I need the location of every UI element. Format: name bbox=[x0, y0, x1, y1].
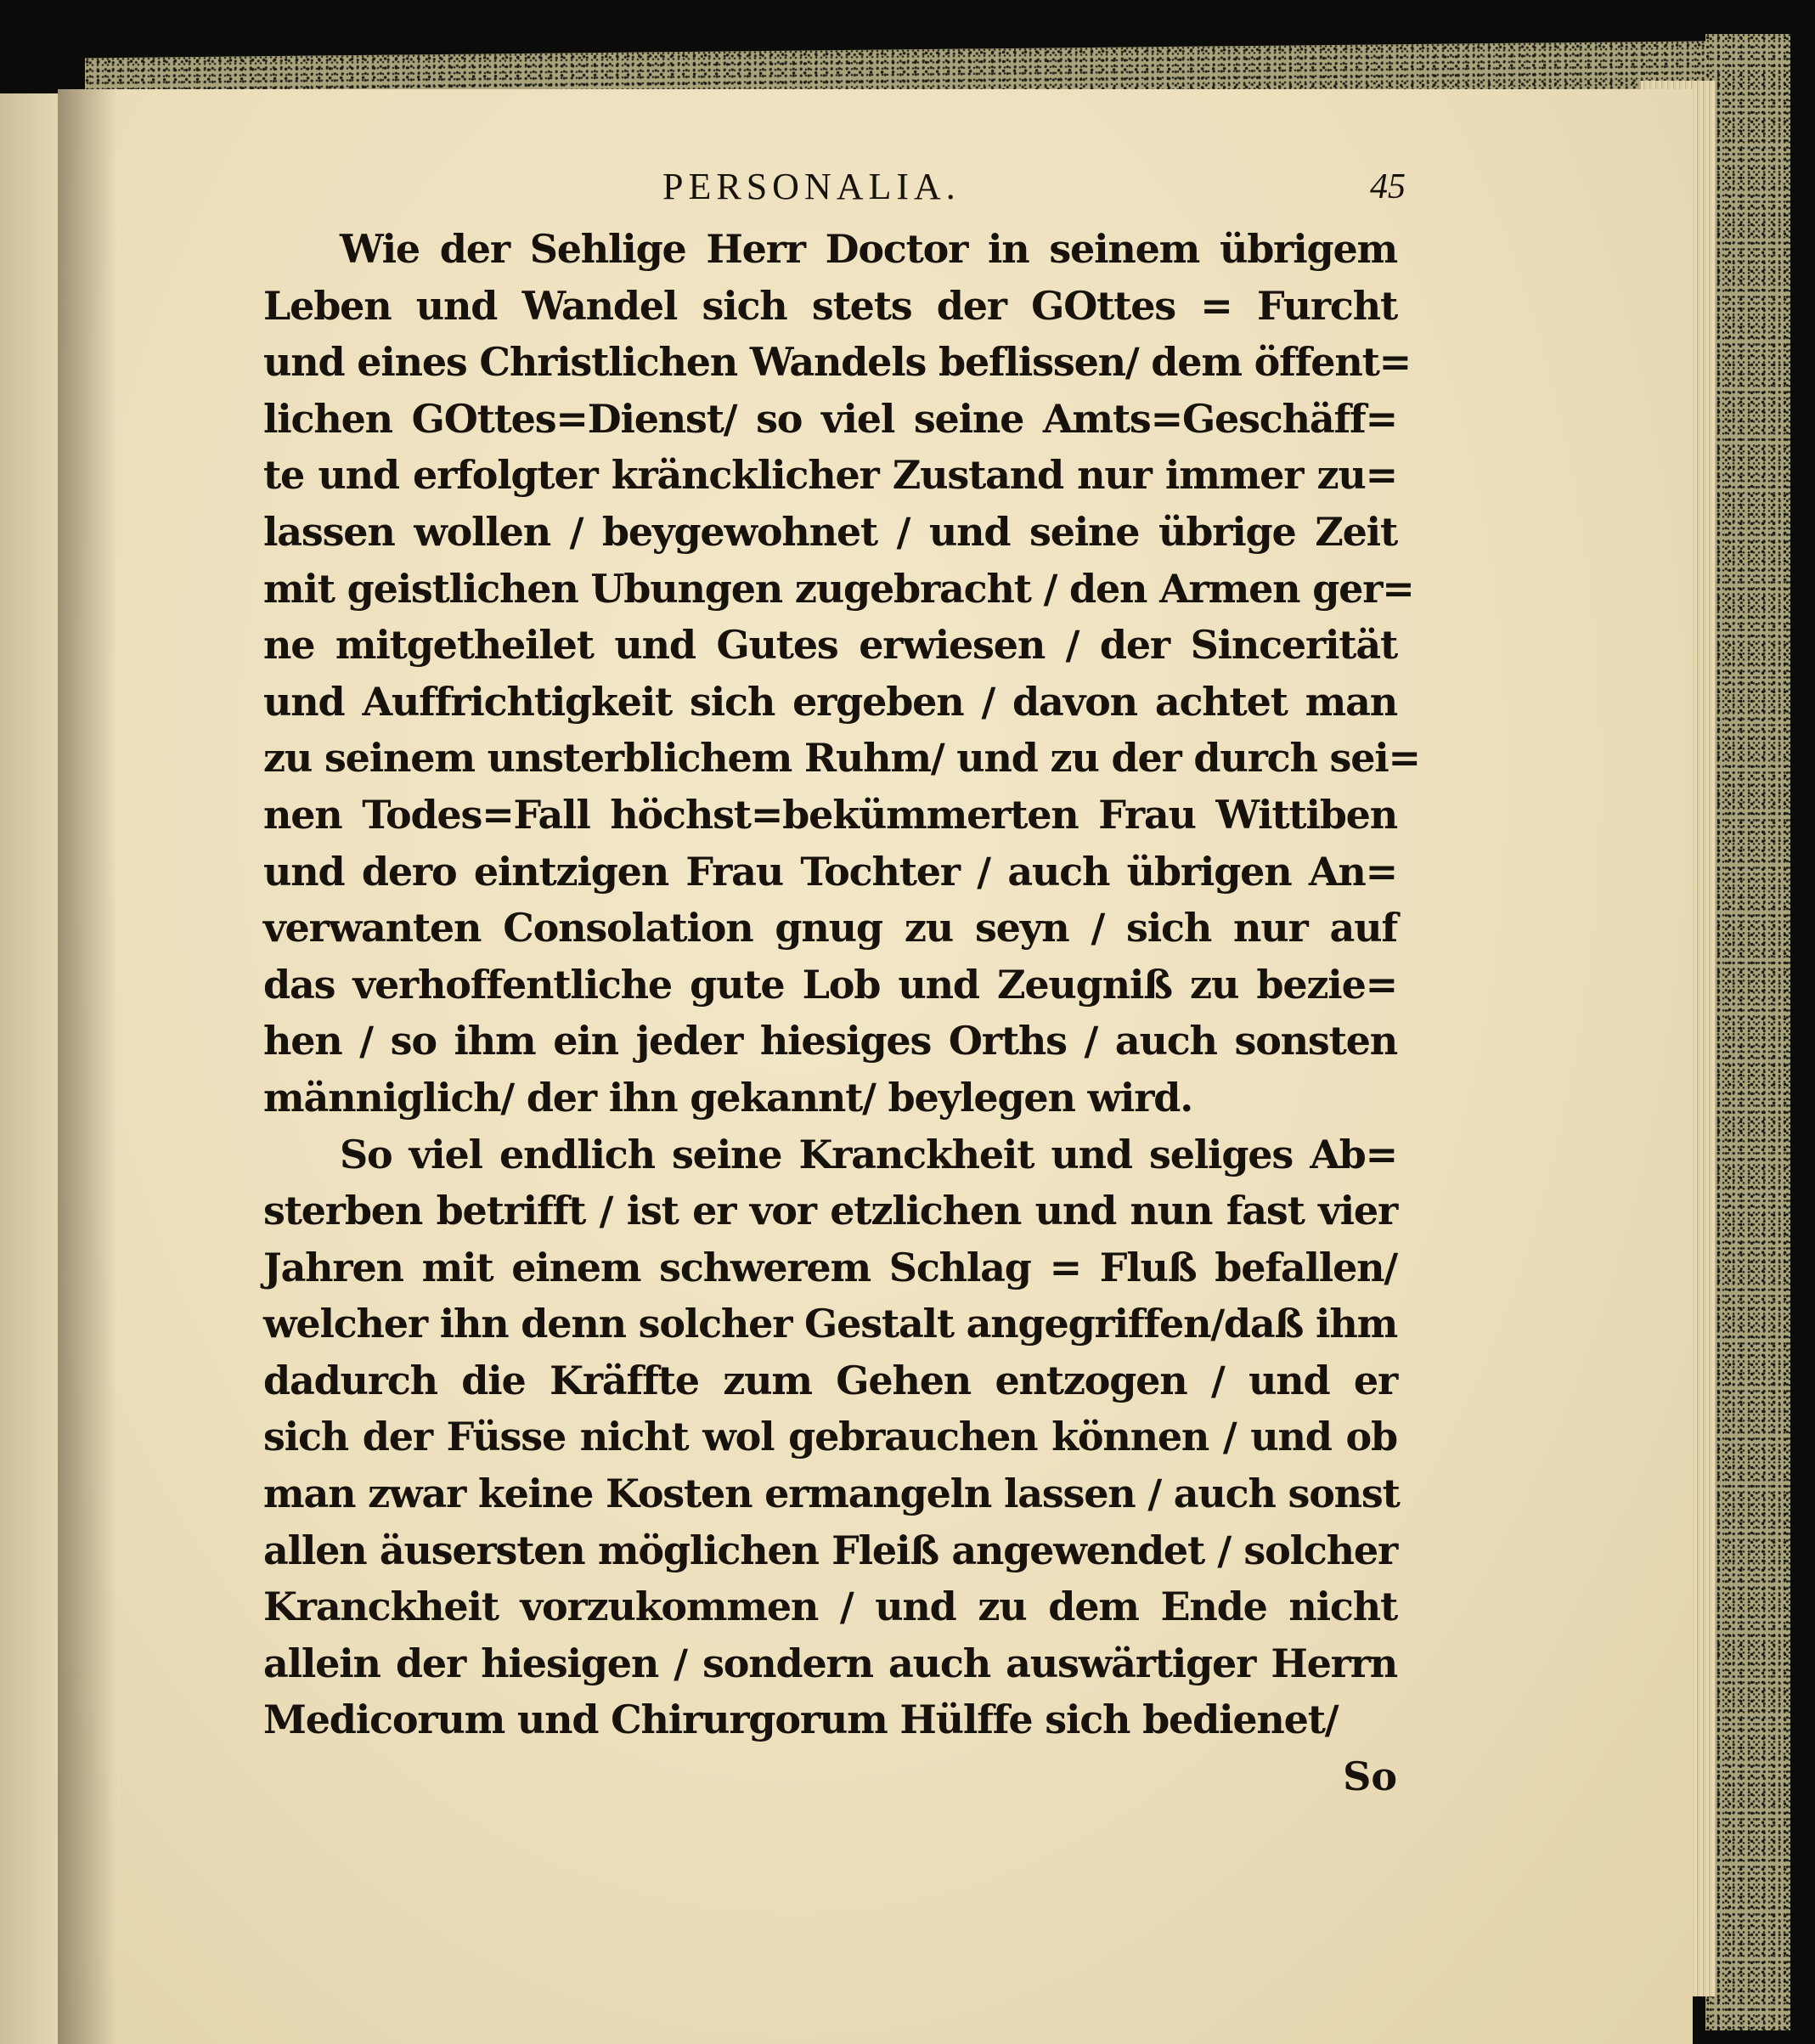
page-number: 45 bbox=[1370, 167, 1406, 206]
text-line: hen / so ihm ein jeder hiesiges Orths / auch sonsten bbox=[263, 1018, 1397, 1064]
paragraph-1 bbox=[263, 221, 1420, 1126]
text-line: ne mitgetheilet und Gutes erwiesen / der Sincerität bbox=[263, 622, 1397, 669]
text-line: und eines Christlichen Wandels beflissen/ dem öffent= bbox=[263, 339, 1411, 386]
text-line: männiglich/ der ihn gekannt/ beylegen wird. bbox=[263, 1074, 1193, 1121]
text-line: nen Todes=Fall höchst=bekümmerten Frau Wittiben bbox=[263, 791, 1397, 838]
verso-page-edge bbox=[0, 93, 60, 2044]
text-line: Wie der Sehlige Herr Doctor in seinem übrigem bbox=[340, 226, 1397, 272]
paragraph-2 bbox=[263, 1126, 1400, 1749]
gutter-shadow bbox=[58, 89, 117, 2044]
text-line: Jahren mit einem schwerem Schlag = Fluß befallen/ bbox=[263, 1244, 1397, 1290]
text-line: verwanten Consolation gnug zu seyn / sich nur auf bbox=[263, 905, 1397, 951]
text-line: sich der Füsse nicht wol gebrauchen können / und ob bbox=[263, 1414, 1397, 1460]
text-line: lassen wollen / beygewohnet / und seine übrige Zeit bbox=[263, 508, 1397, 555]
text-block bbox=[263, 161, 1420, 1805]
marbled-cover-board-right bbox=[1705, 34, 1790, 2030]
catchword: So bbox=[1343, 1753, 1397, 1800]
text-line: und Auffrichtigkeit sich ergeben / davon achtet man bbox=[263, 678, 1397, 725]
running-title: PERSONALIA. bbox=[662, 166, 961, 207]
text-line: te und erfolgter kräncklicher Zustand nur immer zu= bbox=[263, 452, 1397, 499]
text-line: allein der hiesigen / sondern auch auswärtiger Herrn bbox=[263, 1640, 1397, 1686]
text-line: lichen GOttes=Dienst/ so viel seine Amts=Geschäff= bbox=[263, 395, 1397, 442]
running-head bbox=[263, 161, 1406, 221]
text-line: das verhoffentliche gute Lob und Zeugniß zu bezie= bbox=[263, 961, 1397, 1008]
text-line: Leben und Wandel sich stets der GOttes = Furcht bbox=[263, 282, 1397, 329]
text-line: zu seinem unsterblichem Ruhm/ und zu der durch sei= bbox=[263, 735, 1420, 782]
text-line: dadurch die Kräffte zum Gehen entzogen / und er bbox=[263, 1357, 1397, 1403]
text-line: und dero eintzigen Frau Tochter / auch übrigen An= bbox=[263, 848, 1397, 895]
text-line: welcher ihn denn solcher Gestalt angegriffen/daß ihm bbox=[263, 1301, 1398, 1347]
text-line: So viel endlich seine Kranckheit und seliges Ab= bbox=[340, 1131, 1397, 1177]
text-line: sterben betrifft / ist er vor etzlichen und nun fast vier bbox=[263, 1188, 1397, 1234]
text-line: mit geistlichen Ubungen zugebracht / den Armen ger= bbox=[263, 565, 1414, 612]
text-line: Medicorum und Chirurgorum Hülffe sich bedienet/ bbox=[263, 1697, 1339, 1743]
text-line: Kranckheit vorzukommen / und zu dem Ende nicht bbox=[263, 1584, 1397, 1630]
text-line: allen äusersten möglichen Fleiß angewendet / solcher bbox=[263, 1527, 1397, 1573]
text-line: man zwar keine Kosten ermangeln lassen / auch sonst bbox=[263, 1471, 1400, 1517]
